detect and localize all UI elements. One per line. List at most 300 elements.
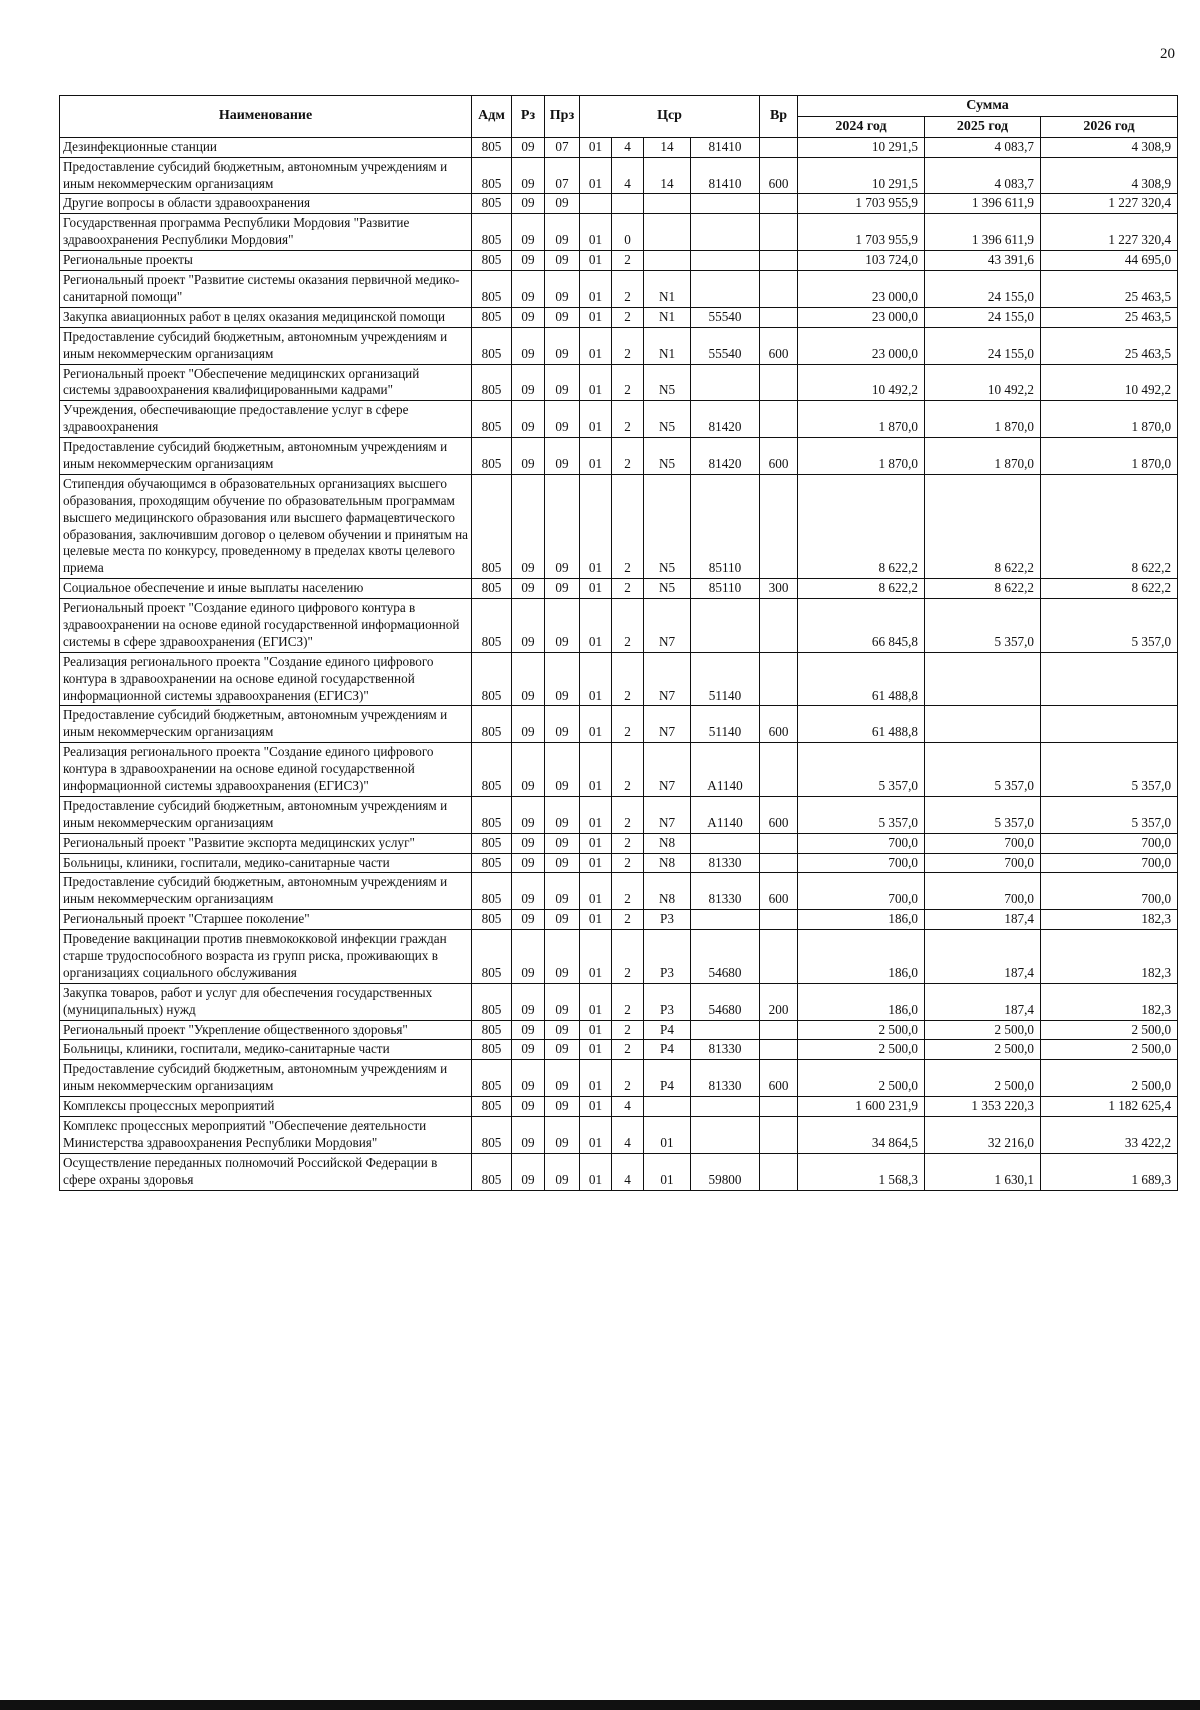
cell-sum-2024: 700,0 bbox=[798, 873, 925, 910]
table-row bbox=[60, 706, 1178, 743]
cell-name: Предоставление субсидий бюджетным, автономным учреждениям и иным некоммерческим организациям bbox=[60, 706, 472, 743]
cell-prz: 09 bbox=[545, 833, 580, 853]
cell-csr-type: 2 bbox=[612, 853, 644, 873]
cell-name: Государственная программа Республики Мордовия "Развитие здравоохранения Республики Мордовия" bbox=[60, 214, 472, 251]
cell-name: Больницы, клиники, госпитали, медико-санитарные части bbox=[60, 1040, 472, 1060]
cell-csr-direction: 55540 bbox=[691, 327, 760, 364]
cell-csr-project: P3 bbox=[644, 983, 691, 1020]
cell-rz: 09 bbox=[512, 214, 545, 251]
cell-prz: 07 bbox=[545, 157, 580, 194]
header-rz: Рз bbox=[512, 96, 545, 138]
table-row bbox=[60, 652, 1178, 706]
cell-prz: 09 bbox=[545, 743, 580, 797]
cell-vr: 600 bbox=[760, 706, 798, 743]
cell-sum-2025: 700,0 bbox=[925, 873, 1041, 910]
cell-sum-2024: 23 000,0 bbox=[798, 327, 925, 364]
cell-vr bbox=[760, 137, 798, 157]
cell-csr-type: 2 bbox=[612, 796, 644, 833]
cell-csr-project: N5 bbox=[644, 474, 691, 578]
table-row bbox=[60, 251, 1178, 271]
cell-csr-project: P3 bbox=[644, 910, 691, 930]
cell-prz: 09 bbox=[545, 474, 580, 578]
cell-adm: 805 bbox=[472, 1040, 512, 1060]
cell-adm: 805 bbox=[472, 743, 512, 797]
cell-sum-2025: 1 396 611,9 bbox=[925, 214, 1041, 251]
cell-csr-direction: 51140 bbox=[691, 652, 760, 706]
cell-adm: 805 bbox=[472, 1097, 512, 1117]
cell-rz: 09 bbox=[512, 1040, 545, 1060]
header-adm: Адм bbox=[472, 96, 512, 138]
cell-sum-2026 bbox=[1041, 652, 1178, 706]
cell-rz: 09 bbox=[512, 401, 545, 438]
cell-sum-2025: 1 870,0 bbox=[925, 438, 1041, 475]
cell-csr-program: 01 bbox=[580, 1020, 612, 1040]
header-2024: 2024 год bbox=[798, 116, 925, 137]
cell-sum-2025: 43 391,6 bbox=[925, 251, 1041, 271]
cell-name: Проведение вакцинации против пневмококковой инфекции граждан старше трудоспособного возраста из групп риска, проживающих в организациях социального обслуживания bbox=[60, 930, 472, 984]
cell-prz: 07 bbox=[545, 137, 580, 157]
cell-csr-project: N7 bbox=[644, 796, 691, 833]
table-row bbox=[60, 983, 1178, 1020]
cell-csr-type: 2 bbox=[612, 327, 644, 364]
cell-adm: 805 bbox=[472, 401, 512, 438]
cell-csr-program: 01 bbox=[580, 271, 612, 308]
cell-rz: 09 bbox=[512, 438, 545, 475]
cell-adm: 805 bbox=[472, 706, 512, 743]
cell-sum-2026: 8 622,2 bbox=[1041, 579, 1178, 599]
cell-sum-2026: 2 500,0 bbox=[1041, 1060, 1178, 1097]
cell-csr-direction: 81330 bbox=[691, 873, 760, 910]
cell-sum-2024: 8 622,2 bbox=[798, 579, 925, 599]
cell-sum-2024: 5 357,0 bbox=[798, 796, 925, 833]
cell-csr-program: 01 bbox=[580, 910, 612, 930]
cell-csr-project: 14 bbox=[644, 157, 691, 194]
cell-sum-2025: 8 622,2 bbox=[925, 474, 1041, 578]
cell-csr-program: 01 bbox=[580, 983, 612, 1020]
cell-name: Региональный проект "Развитие системы оказания первичной медико-санитарной помощи" bbox=[60, 271, 472, 308]
cell-prz: 09 bbox=[545, 194, 580, 214]
cell-sum-2025: 700,0 bbox=[925, 853, 1041, 873]
cell-name: Региональный проект "Укрепление общественного здоровья" bbox=[60, 1020, 472, 1040]
cell-name: Социальное обеспечение и иные выплаты населению bbox=[60, 579, 472, 599]
cell-csr-type: 2 bbox=[612, 474, 644, 578]
cell-vr bbox=[760, 743, 798, 797]
cell-sum-2024: 2 500,0 bbox=[798, 1020, 925, 1040]
cell-name: Предоставление субсидий бюджетным, автономным учреждениям и иным некоммерческим организациям bbox=[60, 327, 472, 364]
cell-sum-2026: 10 492,2 bbox=[1041, 364, 1178, 401]
table-row bbox=[60, 910, 1178, 930]
cell-sum-2026: 5 357,0 bbox=[1041, 599, 1178, 653]
cell-name: Предоставление субсидий бюджетным, автономным учреждениям и иным некоммерческим организациям bbox=[60, 873, 472, 910]
cell-csr-direction bbox=[691, 1117, 760, 1154]
cell-vr bbox=[760, 474, 798, 578]
cell-vr: 600 bbox=[760, 1060, 798, 1097]
cell-sum-2026: 2 500,0 bbox=[1041, 1020, 1178, 1040]
cell-csr-direction: 51140 bbox=[691, 706, 760, 743]
table-row bbox=[60, 743, 1178, 797]
cell-csr-type: 2 bbox=[612, 271, 644, 308]
cell-csr-program: 01 bbox=[580, 401, 612, 438]
cell-csr-type: 2 bbox=[612, 930, 644, 984]
cell-prz: 09 bbox=[545, 706, 580, 743]
cell-csr-project: 01 bbox=[644, 1153, 691, 1190]
cell-sum-2025 bbox=[925, 706, 1041, 743]
cell-rz: 09 bbox=[512, 271, 545, 308]
cell-sum-2024: 186,0 bbox=[798, 983, 925, 1020]
cell-csr-type: 2 bbox=[612, 438, 644, 475]
table-row bbox=[60, 1097, 1178, 1117]
cell-prz: 09 bbox=[545, 214, 580, 251]
cell-sum-2024: 1 703 955,9 bbox=[798, 194, 925, 214]
cell-prz: 09 bbox=[545, 271, 580, 308]
cell-sum-2025 bbox=[925, 652, 1041, 706]
cell-adm: 805 bbox=[472, 833, 512, 853]
cell-name: Закупка товаров, работ и услуг для обеспечения государственных (муниципальных) нужд bbox=[60, 983, 472, 1020]
cell-rz: 09 bbox=[512, 194, 545, 214]
cell-csr-type: 4 bbox=[612, 1097, 644, 1117]
header-sum: Сумма bbox=[798, 96, 1178, 117]
cell-sum-2024: 2 500,0 bbox=[798, 1060, 925, 1097]
cell-adm: 805 bbox=[472, 364, 512, 401]
cell-csr-project: N5 bbox=[644, 401, 691, 438]
cell-csr-project: N8 bbox=[644, 833, 691, 853]
cell-csr-project: N1 bbox=[644, 327, 691, 364]
header-csr: Цср bbox=[580, 96, 760, 138]
cell-csr-direction: 81330 bbox=[691, 853, 760, 873]
table-row bbox=[60, 327, 1178, 364]
table-row bbox=[60, 438, 1178, 475]
cell-sum-2025: 4 083,7 bbox=[925, 137, 1041, 157]
cell-sum-2026: 1 182 625,4 bbox=[1041, 1097, 1178, 1117]
cell-name: Другие вопросы в области здравоохранения bbox=[60, 194, 472, 214]
cell-rz: 09 bbox=[512, 796, 545, 833]
cell-csr-direction: 81420 bbox=[691, 438, 760, 475]
cell-sum-2024: 1 870,0 bbox=[798, 401, 925, 438]
cell-sum-2026: 2 500,0 bbox=[1041, 1040, 1178, 1060]
page-number: 20 bbox=[1160, 46, 1175, 62]
cell-adm: 805 bbox=[472, 796, 512, 833]
cell-sum-2026: 25 463,5 bbox=[1041, 271, 1178, 308]
cell-vr: 600 bbox=[760, 157, 798, 194]
cell-sum-2025: 24 155,0 bbox=[925, 327, 1041, 364]
cell-vr: 600 bbox=[760, 873, 798, 910]
cell-sum-2024: 1 870,0 bbox=[798, 438, 925, 475]
cell-sum-2024: 2 500,0 bbox=[798, 1040, 925, 1060]
cell-rz: 09 bbox=[512, 910, 545, 930]
cell-vr bbox=[760, 910, 798, 930]
cell-vr bbox=[760, 251, 798, 271]
cell-csr-direction bbox=[691, 364, 760, 401]
cell-csr-project: 14 bbox=[644, 137, 691, 157]
cell-adm: 805 bbox=[472, 307, 512, 327]
cell-sum-2025: 32 216,0 bbox=[925, 1117, 1041, 1154]
cell-csr-direction bbox=[691, 1020, 760, 1040]
cell-vr bbox=[760, 1097, 798, 1117]
cell-rz: 09 bbox=[512, 743, 545, 797]
cell-sum-2025: 187,4 bbox=[925, 983, 1041, 1020]
cell-sum-2026: 25 463,5 bbox=[1041, 327, 1178, 364]
cell-csr-project: N5 bbox=[644, 364, 691, 401]
cell-rz: 09 bbox=[512, 652, 545, 706]
cell-csr-type: 2 bbox=[612, 401, 644, 438]
cell-csr-type: 2 bbox=[612, 1040, 644, 1060]
cell-rz: 09 bbox=[512, 327, 545, 364]
cell-csr-type: 2 bbox=[612, 251, 644, 271]
cell-csr-type: 2 bbox=[612, 1060, 644, 1097]
cell-sum-2025: 24 155,0 bbox=[925, 271, 1041, 308]
cell-sum-2024: 10 492,2 bbox=[798, 364, 925, 401]
cell-csr-type: 2 bbox=[612, 599, 644, 653]
cell-adm: 805 bbox=[472, 1117, 512, 1154]
table-row bbox=[60, 271, 1178, 308]
cell-adm: 805 bbox=[472, 652, 512, 706]
cell-csr-type: 2 bbox=[612, 364, 644, 401]
cell-csr-project bbox=[644, 194, 691, 214]
cell-sum-2025: 5 357,0 bbox=[925, 743, 1041, 797]
cell-csr-direction bbox=[691, 194, 760, 214]
cell-sum-2026: 182,3 bbox=[1041, 930, 1178, 984]
cell-csr-project: N5 bbox=[644, 579, 691, 599]
cell-csr-program: 01 bbox=[580, 1040, 612, 1060]
cell-prz: 09 bbox=[545, 1153, 580, 1190]
cell-csr-program: 01 bbox=[580, 579, 612, 599]
cell-csr-program: 01 bbox=[580, 307, 612, 327]
cell-sum-2024: 8 622,2 bbox=[798, 474, 925, 578]
cell-csr-program: 01 bbox=[580, 743, 612, 797]
table-row bbox=[60, 474, 1178, 578]
cell-sum-2024: 186,0 bbox=[798, 910, 925, 930]
cell-adm: 805 bbox=[472, 930, 512, 984]
cell-rz: 09 bbox=[512, 833, 545, 853]
table-row bbox=[60, 1020, 1178, 1040]
cell-sum-2026: 1 227 320,4 bbox=[1041, 214, 1178, 251]
cell-sum-2024: 23 000,0 bbox=[798, 271, 925, 308]
cell-csr-direction: 85110 bbox=[691, 474, 760, 578]
cell-csr-type: 2 bbox=[612, 706, 644, 743]
cell-csr-program: 01 bbox=[580, 214, 612, 251]
cell-csr-project: P4 bbox=[644, 1060, 691, 1097]
cell-csr-program: 01 bbox=[580, 251, 612, 271]
cell-sum-2026: 1 689,3 bbox=[1041, 1153, 1178, 1190]
cell-sum-2026: 8 622,2 bbox=[1041, 474, 1178, 578]
cell-csr-direction bbox=[691, 599, 760, 653]
cell-csr-direction: 81410 bbox=[691, 137, 760, 157]
cell-name: Региональный проект "Создание единого цифрового контура в здравоохранении на основе единой государственной информационной системы в сфере здравоохранения (ЕГИСЗ)" bbox=[60, 599, 472, 653]
cell-csr-type: 2 bbox=[612, 983, 644, 1020]
cell-csr-project: N8 bbox=[644, 853, 691, 873]
cell-name: Стипендия обучающимся в образовательных организациях высшего образования, проходящим обучение по образовательным программам высшего медицинского образования или высшего фармацевтического образования, заключившим договор о целевом обучении и принятым на целевые места по конкурсу, проведенному в пределах квоты целевого приема bbox=[60, 474, 472, 578]
table-row bbox=[60, 401, 1178, 438]
cell-rz: 09 bbox=[512, 1097, 545, 1117]
cell-csr-direction bbox=[691, 910, 760, 930]
cell-vr bbox=[760, 214, 798, 251]
cell-csr-project: N1 bbox=[644, 271, 691, 308]
cell-prz: 09 bbox=[545, 930, 580, 984]
table-row bbox=[60, 853, 1178, 873]
cell-adm: 805 bbox=[472, 579, 512, 599]
cell-sum-2025: 1 870,0 bbox=[925, 401, 1041, 438]
cell-prz: 09 bbox=[545, 1060, 580, 1097]
cell-prz: 09 bbox=[545, 599, 580, 653]
cell-csr-project: N7 bbox=[644, 706, 691, 743]
cell-rz: 09 bbox=[512, 873, 545, 910]
cell-sum-2026: 1 870,0 bbox=[1041, 401, 1178, 438]
header-2025: 2025 год bbox=[925, 116, 1041, 137]
cell-sum-2024: 700,0 bbox=[798, 833, 925, 853]
cell-csr-type bbox=[612, 194, 644, 214]
table-row bbox=[60, 930, 1178, 984]
cell-sum-2025: 8 622,2 bbox=[925, 579, 1041, 599]
cell-sum-2024: 186,0 bbox=[798, 930, 925, 984]
cell-sum-2024: 10 291,5 bbox=[798, 157, 925, 194]
cell-sum-2025: 2 500,0 bbox=[925, 1060, 1041, 1097]
cell-adm: 805 bbox=[472, 599, 512, 653]
cell-vr: 200 bbox=[760, 983, 798, 1020]
cell-csr-type: 4 bbox=[612, 137, 644, 157]
cell-prz: 09 bbox=[545, 364, 580, 401]
table-body bbox=[60, 137, 1178, 1190]
cell-vr bbox=[760, 652, 798, 706]
cell-adm: 805 bbox=[472, 474, 512, 578]
table-row bbox=[60, 194, 1178, 214]
cell-rz: 09 bbox=[512, 1060, 545, 1097]
cell-csr-type: 4 bbox=[612, 157, 644, 194]
cell-adm: 805 bbox=[472, 1060, 512, 1097]
cell-vr bbox=[760, 401, 798, 438]
cell-sum-2024: 5 357,0 bbox=[798, 743, 925, 797]
cell-adm: 805 bbox=[472, 194, 512, 214]
cell-rz: 09 bbox=[512, 307, 545, 327]
cell-csr-direction bbox=[691, 833, 760, 853]
cell-sum-2026: 700,0 bbox=[1041, 833, 1178, 853]
cell-name: Больницы, клиники, госпитали, медико-санитарные части bbox=[60, 853, 472, 873]
cell-prz: 09 bbox=[545, 652, 580, 706]
cell-prz: 09 bbox=[545, 1020, 580, 1040]
cell-csr-type: 2 bbox=[612, 873, 644, 910]
table-row bbox=[60, 157, 1178, 194]
header-prz: Прз bbox=[545, 96, 580, 138]
cell-prz: 09 bbox=[545, 438, 580, 475]
cell-vr: 300 bbox=[760, 579, 798, 599]
cell-csr-type: 2 bbox=[612, 833, 644, 853]
cell-name: Реализация регионального проекта "Создание единого цифрового контура в здравоохранении на основе единой государственной информационной системы здравоохранения (ЕГИСЗ)" bbox=[60, 743, 472, 797]
cell-csr-program: 01 bbox=[580, 796, 612, 833]
cell-vr bbox=[760, 307, 798, 327]
cell-csr-direction: 85110 bbox=[691, 579, 760, 599]
cell-csr-type: 2 bbox=[612, 579, 644, 599]
cell-adm: 805 bbox=[472, 873, 512, 910]
cell-sum-2024: 1 600 231,9 bbox=[798, 1097, 925, 1117]
table-row bbox=[60, 1153, 1178, 1190]
cell-csr-direction: A1140 bbox=[691, 796, 760, 833]
cell-csr-direction bbox=[691, 214, 760, 251]
cell-sum-2026: 700,0 bbox=[1041, 853, 1178, 873]
cell-csr-direction: 81330 bbox=[691, 1040, 760, 1060]
cell-csr-program: 01 bbox=[580, 930, 612, 984]
table-row bbox=[60, 579, 1178, 599]
cell-prz: 09 bbox=[545, 873, 580, 910]
cell-name: Предоставление субсидий бюджетным, автономным учреждениям и иным некоммерческим организациям bbox=[60, 438, 472, 475]
cell-csr-direction: 81410 bbox=[691, 157, 760, 194]
cell-csr-direction: A1140 bbox=[691, 743, 760, 797]
table-row bbox=[60, 796, 1178, 833]
cell-sum-2024: 700,0 bbox=[798, 853, 925, 873]
cell-adm: 805 bbox=[472, 271, 512, 308]
cell-vr: 600 bbox=[760, 327, 798, 364]
cell-vr bbox=[760, 833, 798, 853]
cell-adm: 805 bbox=[472, 1153, 512, 1190]
cell-prz: 09 bbox=[545, 251, 580, 271]
cell-name: Осуществление переданных полномочий Российской Федерации в сфере охраны здоровья bbox=[60, 1153, 472, 1190]
cell-csr-project bbox=[644, 1097, 691, 1117]
cell-csr-program: 01 bbox=[580, 474, 612, 578]
cell-rz: 09 bbox=[512, 599, 545, 653]
cell-prz: 09 bbox=[545, 401, 580, 438]
cell-vr bbox=[760, 1020, 798, 1040]
cell-csr-direction: 54680 bbox=[691, 930, 760, 984]
cell-sum-2024: 1 703 955,9 bbox=[798, 214, 925, 251]
cell-sum-2025: 187,4 bbox=[925, 910, 1041, 930]
cell-csr-project bbox=[644, 251, 691, 271]
cell-csr-program: 01 bbox=[580, 1097, 612, 1117]
cell-adm: 805 bbox=[472, 327, 512, 364]
cell-sum-2024: 34 864,5 bbox=[798, 1117, 925, 1154]
cell-csr-type: 2 bbox=[612, 910, 644, 930]
cell-csr-program: 01 bbox=[580, 873, 612, 910]
cell-csr-direction: 59800 bbox=[691, 1153, 760, 1190]
cell-name: Предоставление субсидий бюджетным, автономным учреждениям и иным некоммерческим организациям bbox=[60, 157, 472, 194]
cell-sum-2025: 10 492,2 bbox=[925, 364, 1041, 401]
cell-prz: 09 bbox=[545, 1117, 580, 1154]
cell-sum-2026: 5 357,0 bbox=[1041, 743, 1178, 797]
cell-prz: 09 bbox=[545, 796, 580, 833]
cell-csr-type: 4 bbox=[612, 1153, 644, 1190]
cell-adm: 805 bbox=[472, 438, 512, 475]
cell-csr-project: N7 bbox=[644, 599, 691, 653]
cell-csr-program: 01 bbox=[580, 157, 612, 194]
cell-rz: 09 bbox=[512, 1020, 545, 1040]
cell-sum-2024: 103 724,0 bbox=[798, 251, 925, 271]
cell-sum-2024: 10 291,5 bbox=[798, 137, 925, 157]
cell-csr-project: P4 bbox=[644, 1020, 691, 1040]
cell-name: Предоставление субсидий бюджетным, автономным учреждениям и иным некоммерческим организациям bbox=[60, 1060, 472, 1097]
cell-csr-type: 2 bbox=[612, 1020, 644, 1040]
cell-prz: 09 bbox=[545, 1097, 580, 1117]
cell-name: Учреждения, обеспечивающие предоставление услуг в сфере здравоохранения bbox=[60, 401, 472, 438]
table-row bbox=[60, 137, 1178, 157]
cell-sum-2024: 61 488,8 bbox=[798, 652, 925, 706]
cell-sum-2026: 25 463,5 bbox=[1041, 307, 1178, 327]
header-2026: 2026 год bbox=[1041, 116, 1178, 137]
cell-sum-2024: 66 845,8 bbox=[798, 599, 925, 653]
cell-rz: 09 bbox=[512, 1153, 545, 1190]
cell-adm: 805 bbox=[472, 853, 512, 873]
table-row bbox=[60, 833, 1178, 853]
cell-prz: 09 bbox=[545, 853, 580, 873]
cell-adm: 805 bbox=[472, 214, 512, 251]
cell-prz: 09 bbox=[545, 307, 580, 327]
cell-rz: 09 bbox=[512, 930, 545, 984]
cell-csr-program: 01 bbox=[580, 1060, 612, 1097]
cell-csr-program: 01 bbox=[580, 327, 612, 364]
header-name: Наименование bbox=[60, 96, 472, 138]
table-row bbox=[60, 1060, 1178, 1097]
cell-csr-program: 01 bbox=[580, 1117, 612, 1154]
cell-sum-2026 bbox=[1041, 706, 1178, 743]
cell-sum-2026: 182,3 bbox=[1041, 983, 1178, 1020]
cell-adm: 805 bbox=[472, 137, 512, 157]
cell-csr-program: 01 bbox=[580, 652, 612, 706]
